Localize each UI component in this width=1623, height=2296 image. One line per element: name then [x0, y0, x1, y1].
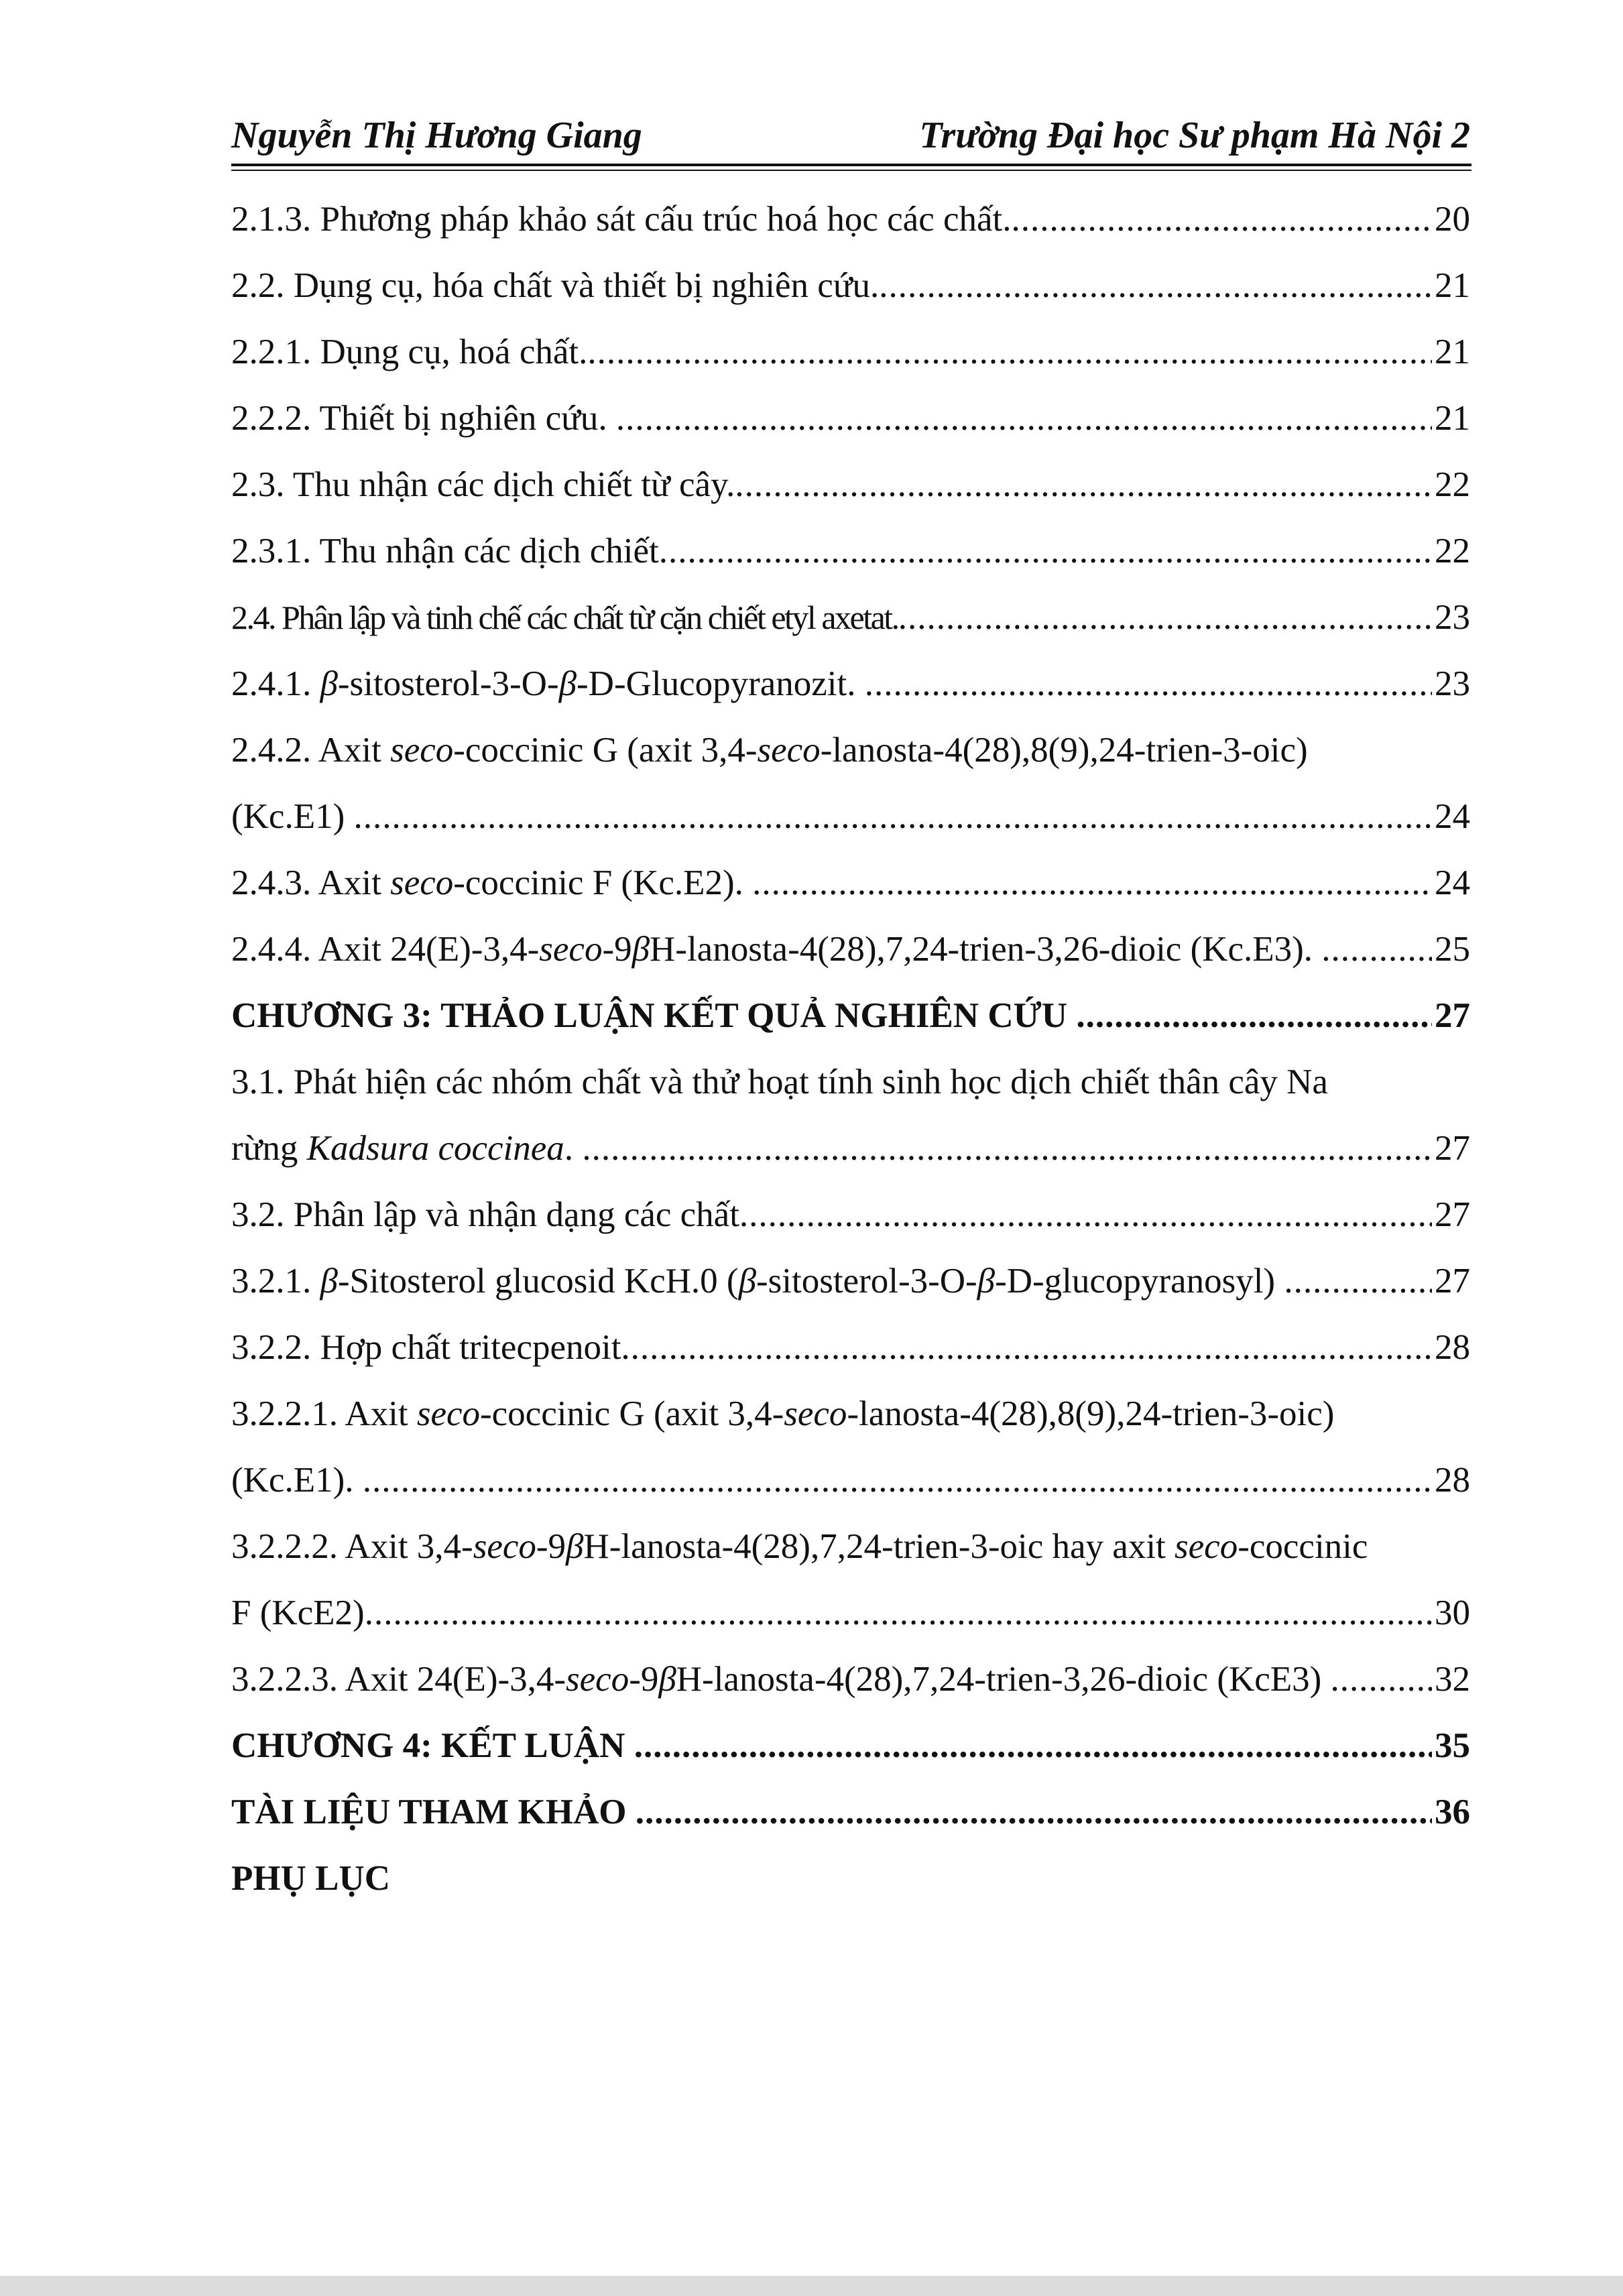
toc-leader-dots: [353, 784, 1432, 850]
toc-entry[interactable]: [231, 1514, 1470, 1580]
toc-entry-title: CHƯƠNG 3: THẢO LUẬN KẾT QUẢ NGHIÊN CỨU: [231, 996, 1077, 1035]
header-rule-thin: [231, 170, 1471, 171]
toc-entry-title: 3.2.2. Hợp chất tritecpenoit: [231, 1328, 621, 1367]
toc-entry-title: 2.2.1. Dụng cụ, hoá chất.: [231, 333, 588, 371]
toc-leader-dots: [1284, 1248, 1432, 1315]
toc-entry[interactable]: [231, 319, 1470, 385]
toc-greek-beta: β: [977, 1262, 996, 1301]
toc-italic-term: seco: [757, 731, 821, 770]
toc-entry[interactable]: [231, 452, 1470, 518]
toc-leader-dots: [363, 1447, 1432, 1514]
toc-leader-dots: [752, 850, 1432, 916]
toc-page-number: 25: [1435, 930, 1470, 969]
toc-entry-title: (Kc.E1): [231, 797, 354, 836]
toc-page-number: 27: [1435, 1195, 1470, 1234]
toc-page-number: 27: [1435, 1262, 1470, 1301]
toc-entry[interactable]: [231, 1381, 1470, 1447]
toc-leader-dots: [1331, 1646, 1432, 1713]
toc-page-number: 22: [1435, 532, 1470, 570]
toc-entry[interactable]: [231, 186, 1470, 253]
toc-chapter-entry[interactable]: [231, 1779, 1470, 1846]
toc-leader-dots: [735, 452, 1432, 518]
toc-entry[interactable]: [231, 916, 1470, 983]
toc-italic-term: seco: [473, 1527, 536, 1566]
toc-text-part: -coccinic: [1238, 1527, 1368, 1566]
toc-text-part: -D-glucopyranosyl): [995, 1262, 1284, 1301]
toc-entry-title: 2.2.2. Thiết bị nghiên cứu.: [231, 399, 616, 438]
toc-page-number: 24: [1435, 797, 1470, 836]
toc-italic-term: seco: [390, 731, 454, 770]
toc-page-number: 21: [1435, 266, 1470, 305]
toc-entry-title: 2.3. Thu nhận các dịch chiết từ cây.: [231, 465, 735, 504]
toc-italic-term: seco: [416, 1394, 480, 1433]
toc-entry-title: 2.4. Phân lập và tinh chế các chất từ cặn chiết etyl axetat.: [231, 599, 898, 636]
toc-page-number: 22: [1435, 465, 1470, 504]
toc-page-number: 23: [1435, 598, 1470, 637]
toc-entry-title: F (KcE2): [231, 1593, 365, 1632]
toc-entry[interactable]: [231, 1646, 1470, 1713]
toc-entry[interactable]: [231, 651, 1470, 717]
toc-entry-continuation[interactable]: [231, 784, 1470, 850]
toc-leader-dots: [1076, 983, 1432, 1049]
toc-leader-dots: [659, 518, 1432, 585]
toc-text-part: -9: [629, 1660, 659, 1699]
toc-entry[interactable]: [231, 1248, 1470, 1315]
toc-text-part: 3.2.1.: [231, 1262, 320, 1301]
toc-page-number: 27: [1435, 1129, 1470, 1168]
toc-entry[interactable]: [231, 1182, 1470, 1248]
toc-text-part: -Sitosterol glucosid KcH.0 (: [337, 1262, 739, 1301]
toc-italic-term: seco: [539, 930, 603, 969]
toc-chapter-entry[interactable]: [231, 983, 1470, 1049]
toc-text-part: 2.4.1.: [231, 664, 320, 703]
toc-entry-title: 2.3.1. Thu nhận các dịch chiết: [231, 532, 659, 570]
scan-bottom-edge: [0, 2276, 1623, 2296]
toc-entry-title: [231, 1248, 1284, 1315]
toc-leader-dots: [616, 385, 1432, 452]
toc-entry-title: PHỤ LỤC: [231, 1859, 391, 1898]
toc-entry-title: 2.1.3. Phương pháp khảo sát cấu trúc hoá học các chất.: [231, 200, 1012, 239]
toc-leader-dots: [898, 585, 1432, 651]
toc-greek-beta: β: [632, 930, 650, 969]
toc-entry-title: [231, 850, 752, 916]
toc-page-number: 20: [1435, 200, 1470, 239]
toc-entry-title: [231, 717, 1308, 784]
toc-leader-dots: [636, 1779, 1432, 1846]
toc-entry-title: (Kc.E1).: [231, 1461, 363, 1500]
toc-page-number: 21: [1435, 399, 1470, 438]
toc-text-part: -coccinic G (axit 3,4-: [480, 1394, 784, 1433]
toc-text-part: 2.4.2. Axit: [231, 731, 391, 770]
toc-entry-title: TÀI LIỆU THAM KHẢO: [231, 1793, 636, 1831]
toc-entry-continuation[interactable]: [231, 1115, 1470, 1182]
toc-page-number: 30: [1435, 1593, 1470, 1632]
toc-text-part: -lanosta-4(28),8(9),24-trien-3-oic): [820, 731, 1308, 770]
toc-entry[interactable]: [231, 518, 1470, 585]
toc-leader-dots: [621, 1315, 1432, 1381]
toc-leader-dots: [582, 1115, 1432, 1182]
toc-leader-dots: [879, 253, 1432, 319]
toc-page-number: 27: [1435, 996, 1470, 1035]
toc-text-part: rừng: [231, 1129, 307, 1168]
toc-text-part: 3.2.2.1. Axit: [231, 1394, 417, 1433]
toc-page-number: 23: [1435, 664, 1470, 703]
toc-text-part: 3.2.2.2. Axit 3,4-: [231, 1527, 473, 1566]
toc-species-name: Kadsura coccinea: [306, 1129, 564, 1168]
toc-leader-dots: [865, 651, 1432, 717]
toc-chapter-entry[interactable]: [231, 1846, 1470, 1912]
toc-text-part: -9: [602, 930, 632, 969]
toc-entry-title: 3.2. Phân lập và nhận dạng các chất: [231, 1195, 739, 1234]
toc-text-part: -lanosta-4(28),8(9),24-trien-3-oic): [847, 1394, 1335, 1433]
toc-text-part: 2.4.3. Axit: [231, 863, 391, 902]
toc-page-number: 28: [1435, 1328, 1470, 1367]
table-of-contents: [231, 186, 1470, 1912]
header-rule: [231, 164, 1471, 166]
toc-text-part: -sitosterol-3-O-: [337, 664, 559, 703]
toc-italic-term: seco: [784, 1394, 847, 1433]
toc-text-part: H-lanosta-4(28),7,24-trien-3-oic hay axit: [583, 1527, 1175, 1566]
toc-entry-title: CHƯƠNG 4: KẾT LUẬN: [231, 1726, 634, 1765]
toc-text-part: H-lanosta-4(28),7,24-trien-3,26-dioic (KcE3): [676, 1660, 1331, 1699]
toc-entry[interactable]: [231, 850, 1470, 916]
toc-greek-beta: β: [566, 1527, 584, 1566]
toc-page-number: 28: [1435, 1461, 1470, 1500]
toc-entry[interactable]: [231, 717, 1470, 784]
toc-entry[interactable]: [231, 385, 1470, 452]
toc-leader-dots: [365, 1580, 1432, 1646]
toc-entry-continuation[interactable]: [231, 1580, 1470, 1646]
toc-leader-dots: [739, 1182, 1432, 1248]
toc-entry[interactable]: [231, 585, 1470, 651]
running-header: [231, 114, 1470, 168]
toc-greek-beta: β: [558, 664, 577, 703]
toc-entry[interactable]: [231, 1049, 1470, 1115]
toc-italic-term: seco: [390, 863, 454, 902]
header-institution: Trường Đại học Sư phạm Hà Nội 2: [919, 115, 1470, 156]
toc-page-number: 36: [1435, 1793, 1470, 1831]
toc-greek-beta: β: [658, 1660, 676, 1699]
toc-text-part: -9: [536, 1527, 566, 1566]
toc-greek-beta: β: [320, 664, 338, 703]
toc-page-number: 21: [1435, 333, 1470, 371]
toc-text-part: -D-Glucopyranozit.: [577, 664, 865, 703]
toc-leader-dots: [1321, 916, 1432, 983]
toc-entry-title: [231, 1514, 1368, 1580]
toc-text-part: 3.2.2.3. Axit 24(E)-3,4-: [231, 1660, 566, 1699]
toc-italic-term: seco: [1175, 1527, 1238, 1566]
toc-chapter-entry[interactable]: [231, 1713, 1470, 1779]
toc-entry-title: 2.2. Dụng cụ, hóa chất và thiết bị nghiên cứu.: [231, 266, 880, 305]
toc-entry-title: [231, 1381, 1334, 1447]
toc-text-part: .: [564, 1129, 583, 1168]
toc-text-part: -coccinic F (Kc.E2).: [453, 863, 753, 902]
toc-text-part: H-lanosta-4(28),7,24-trien-3,26-dioic (Kc.E3).: [650, 930, 1322, 969]
toc-entry[interactable]: [231, 1315, 1470, 1381]
toc-entry-title: [231, 1646, 1331, 1713]
toc-text-part: 2.4.4. Axit 24(E)-3,4-: [231, 930, 540, 969]
toc-greek-beta: β: [320, 1262, 338, 1301]
toc-entry-title: [231, 651, 865, 717]
toc-entry[interactable]: [231, 253, 1470, 319]
toc-entry-title: 3.1. Phát hiện các nhóm chất và thử hoạt tính sinh học dịch chiết thân cây Na: [231, 1063, 1328, 1101]
toc-entry-continuation[interactable]: [231, 1447, 1470, 1514]
toc-entry-title: [231, 1115, 582, 1182]
toc-page-number: 35: [1435, 1726, 1470, 1765]
toc-entry-title: [231, 916, 1321, 983]
header-author: Nguyễn Thị Hương Giang: [231, 115, 642, 156]
toc-page-number: 24: [1435, 863, 1470, 902]
toc-text-part: -coccinic G (axit 3,4-: [453, 731, 758, 770]
toc-leader-dots: [1012, 186, 1433, 253]
toc-italic-term: seco: [566, 1660, 629, 1699]
toc-leader-dots: [634, 1713, 1432, 1779]
toc-greek-beta: β: [738, 1262, 756, 1301]
toc-page-number: 32: [1435, 1660, 1470, 1699]
toc-leader-dots: [587, 319, 1432, 385]
toc-text-part: -sitosterol-3-O-: [756, 1262, 977, 1301]
